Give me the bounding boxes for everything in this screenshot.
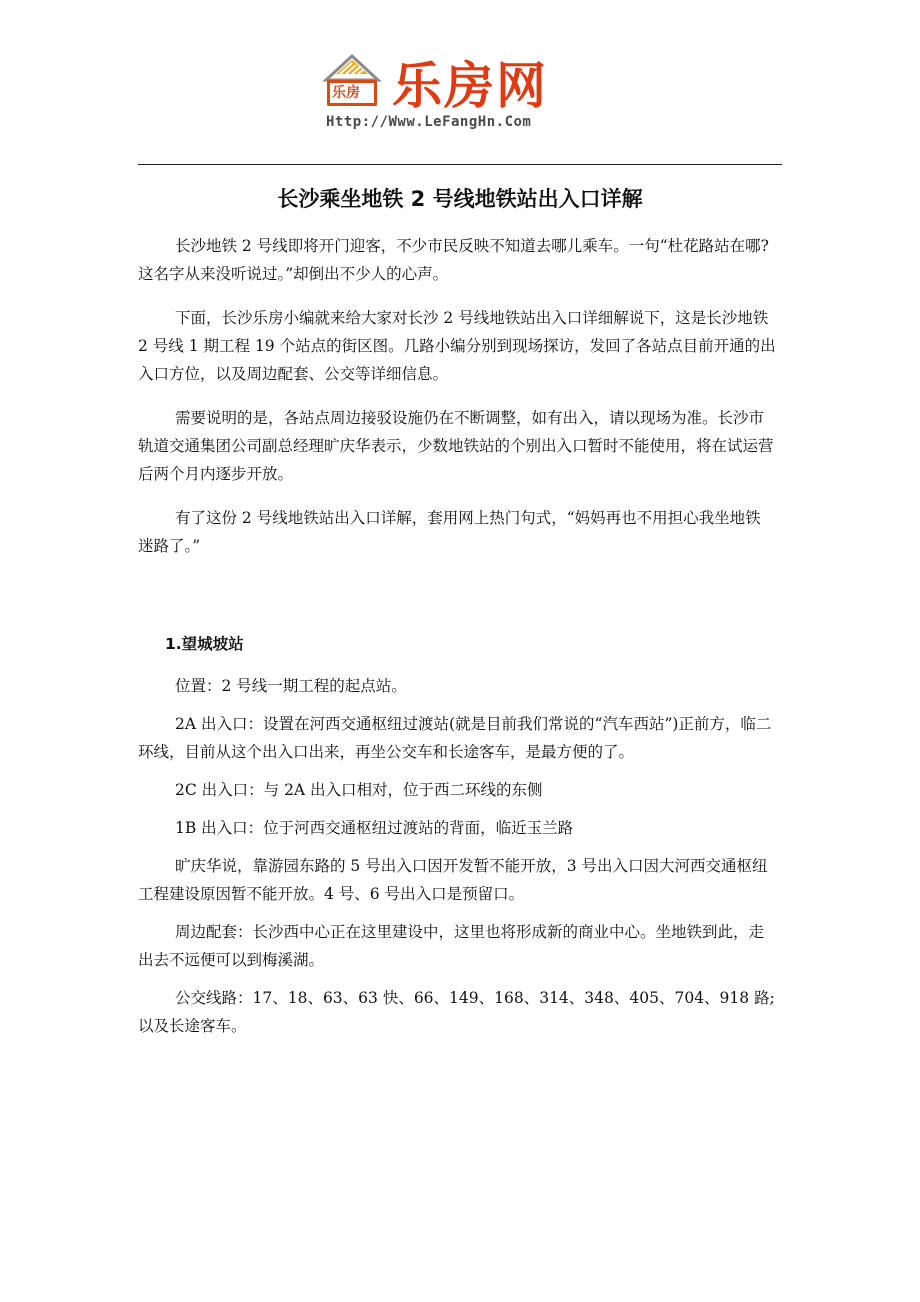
station-detail: 旷庆华说，靠游园东路的 5 号出入口因开发暂不能开放，3 号出入口因大河西交通枢纽工程建设原因暂不能开放。4 号、6 号出入口是预留口。	[138, 857, 768, 903]
station-detail: 公交线路：17、18、63、63 快、66、149、168、314、348、405、704、918 路;以及长途客车。	[138, 989, 775, 1035]
intro-paragraph: 需要说明的是，各站点周边接驳设施仍在不断调整，如有出入，请以现场为准。长沙市轨道交通集团公司副总经理旷庆华表示，少数地铁站的个别出入口暂时不能使用，将在试运营后两个月内逐步开放。	[138, 409, 774, 483]
logo-box-text: 乐房	[332, 85, 360, 101]
section-heading: 1.望城坡站	[165, 635, 244, 653]
station-detail: 1B 出入口：位于河西交通枢纽过渡站的背面，临近玉兰路	[175, 819, 574, 837]
header-divider	[138, 164, 782, 165]
logo-box	[327, 80, 377, 106]
site-logo[interactable]	[322, 50, 572, 136]
station-detail: 周边配套：长沙西中心正在这里建设中，这里也将形成新的商业中心。坐地铁到此，走出去不远便可以到梅溪湖。	[138, 923, 765, 969]
station-detail: 2C 出入口：与 2A 出入口相对，位于西二环线的东侧	[175, 781, 543, 799]
logo-url: Http://Www.LeFangHn.Com	[326, 114, 532, 130]
intro-paragraph: 有了这份 2 号线地铁站出入口详解，套用网上热门句式，“妈妈再也不用担心我坐地铁迷路了。”	[138, 509, 761, 555]
intro-paragraph: 长沙地铁 2 号线即将开门迎客，不少市民反映不知道去哪儿乘车。一句“杜花路站在哪?这名字从来没听说过。”却倒出不少人的心声。	[138, 237, 769, 283]
station-detail: 位置：2 号线一期工程的起点站。	[175, 677, 407, 695]
article-body	[138, 232, 776, 1050]
article-title: 长沙乘坐地铁 2 号线地铁站出入口详解	[277, 187, 643, 211]
logo-brand-name: 乐房网	[392, 57, 548, 115]
intro-paragraph: 下面，长沙乐房小编就来给大家对长沙 2 号线地铁站出入口详细解说下，这是长沙地铁 2 号线 1 期工程 19 个站点的街区图。几路小编分别到现场探访，发回了各站点目前开通的出入口方位，以及周边配套、公交等详细信息。	[138, 309, 776, 383]
station-detail: 2A 出入口：设置在河西交通枢纽过渡站(就是目前我们常说的“汽车西站”)正前方，临二环线，目前从这个出入口出来，再坐公交车和长途客车，是最方便的了。	[138, 715, 772, 761]
